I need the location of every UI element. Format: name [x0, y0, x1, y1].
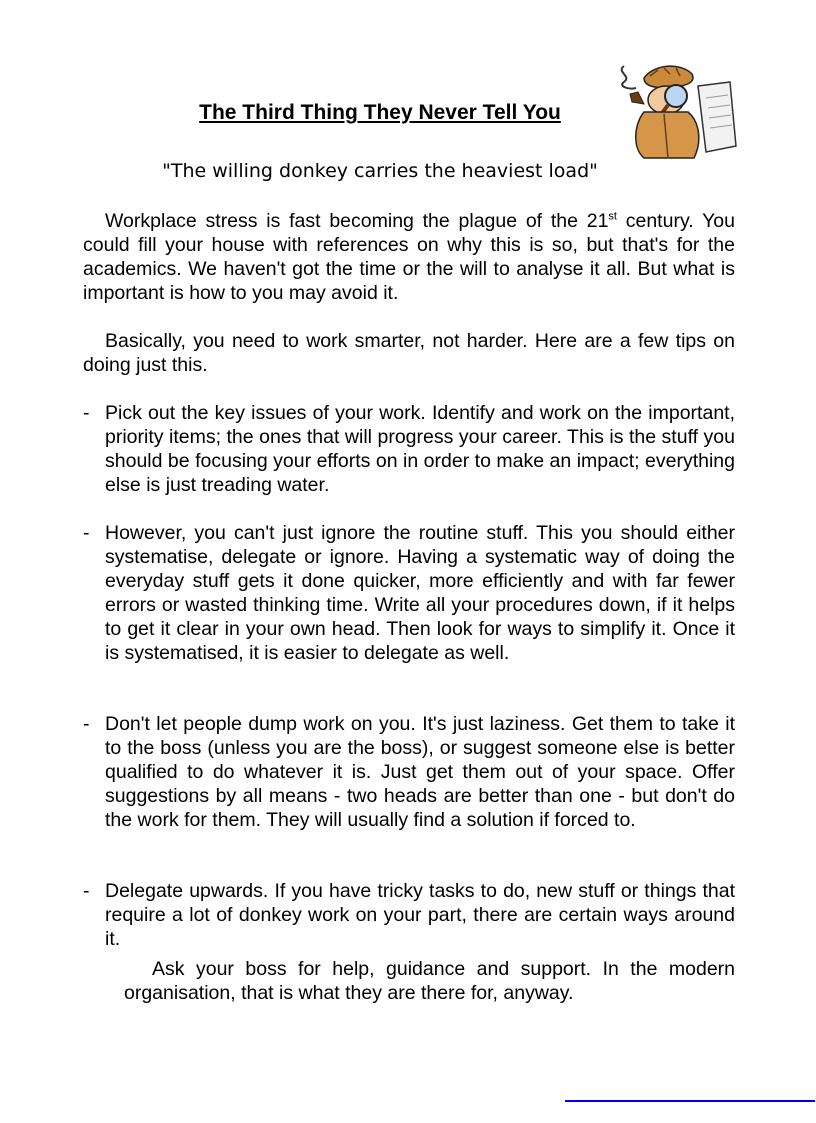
- intro-paragraph: [83, 209, 735, 305]
- intro-text-end: century. You could fill your house with references on why this is so, but that's for the academics. We haven't got the time or the will to analyse it all. But what is important is how to you may avoid it.: [83, 210, 735, 304]
- footer-link-underline[interactable]: [565, 1100, 815, 1102]
- list-dash: -: [83, 880, 90, 902]
- list-item: [83, 712, 735, 832]
- tips-intro-paragraph: Basically, you need to work smarter, not harder. Here are a few tips on doing just this.: [83, 330, 735, 376]
- list-item: [83, 521, 735, 665]
- sub-tip-paragraph: Ask your boss for help, guidance and support. In the modern organisation, that is what they are there for, anyway.: [124, 958, 735, 1004]
- list-dash: -: [83, 522, 90, 544]
- list-item-text: Don't let people dump work on you. It's just laziness. Get them to take it to the boss (unless you are the boss), or suggest someone else is better qualified to do whatever it is. Just get them out of your space. Offer suggestions by all means - two heads are better than one - but don't do the work for them. They will usually find a solution if forced to.: [105, 713, 735, 831]
- page-title: The Third Thing They Never Tell You: [199, 101, 561, 124]
- intro-text-start: Workplace stress is fast becoming the plague of the 21: [105, 210, 609, 232]
- list-item: [83, 401, 735, 497]
- list-item-text: Delegate upwards. If you have tricky tasks to do, new stuff or things that require a lot of donkey work on your part, there are certain ways around it.: [105, 880, 735, 950]
- list-dash: -: [83, 713, 90, 735]
- list-item-text: Pick out the key issues of your work. Identify and work on the important, priority items; the ones that will progress your career. This is the stuff you should be focusing your efforts on in order to make an impact; everything else is just treading water.: [105, 402, 735, 496]
- quote-line: "The willing donkey carries the heaviest load": [162, 160, 598, 182]
- list-dash: -: [83, 402, 90, 424]
- ordinal-suffix: st: [608, 210, 617, 223]
- list-item-text: However, you can't just ignore the routine stuff. This you should either systematise, delegate or ignore. Having a systematic way of doing the everyday stuff gets it done quicker, more efficiently and with far fewer errors or wasted thinking time. Write all your procedures down, if it helps to get it clear in your own head. Then look for ways to simplify it. Once it is systematised, it is easier to delegate as well.: [105, 522, 735, 664]
- list-item: [83, 879, 735, 951]
- detective-with-magnifying-glass-icon: [614, 58, 738, 164]
